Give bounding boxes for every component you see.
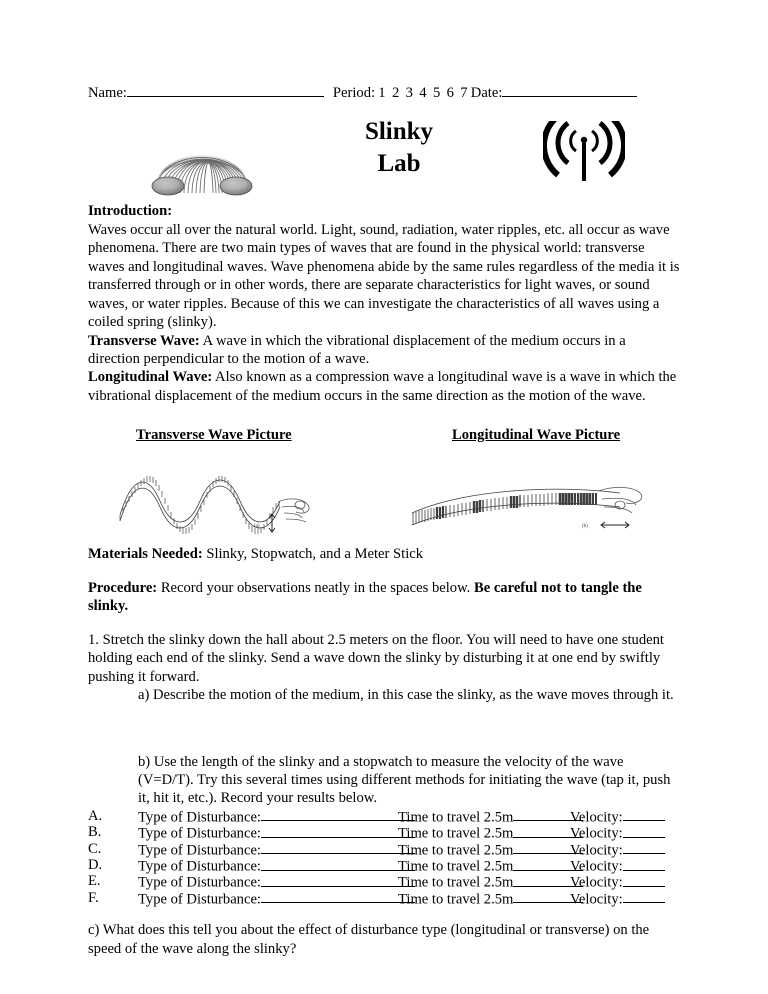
name-blank[interactable] — [127, 84, 324, 97]
time-to-travel-label: Time to travel 2.5m — [398, 874, 514, 891]
radio-wave-icon — [543, 121, 625, 195]
picture-captions-row — [88, 427, 680, 451]
transverse-term: Transverse Wave: — [88, 332, 200, 349]
step-1a-text: a) Describe the motion of the medium, in this case the slinky, as the wave moves through it. — [138, 687, 674, 704]
period-option-5[interactable]: 5 — [432, 85, 441, 102]
table-row — [88, 824, 680, 840]
horizontal-motion-arrow — [601, 522, 629, 528]
velocity-blank[interactable] — [623, 841, 665, 854]
date-label: Date: — [470, 85, 503, 102]
step-1a-answer-space[interactable] — [88, 705, 680, 753]
spacer-procedure-step1 — [88, 616, 680, 631]
procedure-line — [88, 579, 680, 616]
wave-pictures-row — [88, 451, 680, 545]
period-option-4[interactable]: 4 — [419, 85, 427, 102]
svg-text:(b): (b) — [582, 524, 588, 530]
transverse-definition — [88, 332, 680, 369]
page-title-line2: Lab — [377, 150, 421, 178]
materials-text: Slinky, Stopwatch, and a Meter Stick — [202, 546, 424, 563]
velocity-blank[interactable] — [623, 824, 665, 837]
date-blank[interactable] — [502, 84, 637, 97]
longitudinal-picture-caption: Longitudinal Wave Picture — [452, 427, 621, 444]
row-letter: D. — [88, 857, 103, 874]
period-option-7[interactable]: 7 — [460, 85, 468, 102]
type-of-disturbance-blank[interactable] — [261, 824, 415, 837]
row-letter: E. — [88, 873, 101, 890]
document-content — [88, 84, 680, 958]
period-number-options[interactable] — [375, 85, 471, 102]
velocity-label: Velocity: — [570, 842, 623, 859]
transverse-picture-caption: Transverse Wave Picture — [136, 427, 292, 444]
time-to-travel-label: Time to travel 2.5m — [398, 809, 514, 826]
svg-text:(a): (a) — [254, 524, 260, 530]
row-letter: A. — [88, 807, 103, 824]
slinky-photo — [146, 120, 258, 196]
row-letter: B. — [88, 824, 102, 841]
table-row — [88, 873, 680, 889]
type-of-disturbance-label: Type of Disturbance: — [138, 874, 261, 891]
step-1b-text: b) Use the length of the slinky and a stopwatch to measure the velocity of the wave (V=D/T). Try this several times using different methods for initiating the wave (tap it, push it, hit it, etc.). Record your results below. — [138, 753, 671, 807]
type-of-disturbance-field[interactable] — [138, 890, 415, 908]
table-row — [88, 808, 680, 824]
longitudinal-definition-text: Also known as a compression wave a longitudinal wave is a wave in which the vibrational displacement of the medium occurs in the same direction as the motion of the wave. — [88, 369, 677, 404]
spacer-table-step1c — [88, 906, 680, 921]
period-label: Period: — [332, 85, 376, 102]
materials-heading: Materials Needed: — [88, 546, 203, 563]
type-of-disturbance-blank[interactable] — [261, 808, 415, 821]
longitudinal-term: Longitudinal Wave: — [88, 369, 213, 386]
time-to-travel-label: Time to travel 2.5m — [398, 842, 514, 859]
type-of-disturbance-label: Type of Disturbance: — [138, 858, 261, 875]
period-option-1[interactable]: 1 — [378, 85, 386, 102]
type-of-disturbance-label: Type of Disturbance: — [138, 842, 261, 859]
page-title-line1: Slinky — [364, 118, 434, 146]
procedure-heading: Procedure: — [88, 579, 158, 596]
procedure-text: Record your observations neatly in the spaces below. — [157, 579, 474, 596]
type-of-disturbance-blank[interactable] — [261, 890, 415, 903]
type-of-disturbance-label: Type of Disturbance: — [138, 891, 261, 908]
velocity-blank[interactable] — [623, 808, 665, 821]
period-option-3[interactable]: 3 — [405, 85, 413, 102]
velocity-blank[interactable] — [623, 857, 665, 870]
velocity-field[interactable] — [570, 890, 665, 908]
name-label: Name: — [88, 85, 127, 102]
velocity-label: Velocity: — [570, 858, 623, 875]
velocity-blank[interactable] — [623, 873, 665, 886]
velocity-label: Velocity: — [570, 809, 623, 826]
period-option-2[interactable]: 2 — [391, 85, 400, 102]
time-to-travel-field[interactable] — [398, 890, 583, 908]
time-to-travel-label: Time to travel 2.5m — [398, 891, 514, 908]
student-info-line — [88, 84, 680, 102]
introduction-heading — [88, 202, 680, 220]
type-of-disturbance-blank[interactable] — [261, 873, 415, 886]
longitudinal-wave-slinky-drawing — [406, 465, 674, 537]
velocity-label: Velocity: — [570, 874, 623, 891]
introduction-heading-text: Introduction: — [88, 203, 173, 220]
type-of-disturbance-blank[interactable] — [261, 857, 415, 870]
transverse-wave-slinky-drawing — [114, 457, 340, 537]
row-letter: F. — [88, 889, 99, 906]
page-title — [324, 116, 474, 180]
procedure-warning: Be careful not to tangle the slinky. — [88, 579, 642, 615]
title-band — [88, 116, 680, 202]
row-letter: C. — [88, 840, 102, 857]
time-to-travel-label: Time to travel 2.5m — [398, 825, 514, 842]
period-option-6[interactable]: 6 — [446, 85, 454, 102]
type-of-disturbance-label: Type of Disturbance: — [138, 809, 261, 826]
type-of-disturbance-label: Type of Disturbance: — [138, 825, 261, 842]
step-1c-text: c) What does this tell you about the effect of disturbance type (longitudinal or transverse) on the speed of the wave along the slinky? — [88, 922, 650, 957]
type-of-disturbance-blank[interactable] — [261, 841, 415, 854]
longitudinal-definition — [88, 368, 680, 405]
introduction-body: Waves occur all over the natural world. Light, sound, radiation, water ripples, etc. all occur as wave phenomena. There are two main types of waves that are found in the physical world: transverse waves and longitudinal waves. Wave phenomena abide by the same rules regardless of the media it is transferred through or in other words, there are separate characteristics for light waves, or sound waves, or water ripples. Because of this we can investigate the characteristics of all waves using a coiled spring (slinky). — [88, 221, 680, 331]
table-row — [88, 841, 680, 857]
velocity-label: Velocity: — [570, 825, 623, 842]
materials-line — [88, 545, 680, 563]
table-row — [88, 857, 680, 873]
velocity-blank[interactable] — [623, 890, 665, 903]
transverse-definition-text: A wave in which the vibrational displacement of the medium occurs in a direction perpendicular to the motion of a wave. — [88, 332, 626, 368]
disturbance-data-table — [88, 808, 680, 906]
step-1-text: 1. Stretch the slinky down the hall about 2.5 meters on the floor. You will need to have one student holding each end of the slinky. Send a wave down the slinky by disturbing it at one end by swiftly pushing it forward. — [88, 631, 664, 685]
velocity-label: Velocity: — [570, 891, 623, 908]
spacer-materials-procedure — [88, 564, 680, 579]
time-to-travel-label: Time to travel 2.5m — [398, 858, 514, 875]
table-row — [88, 890, 680, 906]
